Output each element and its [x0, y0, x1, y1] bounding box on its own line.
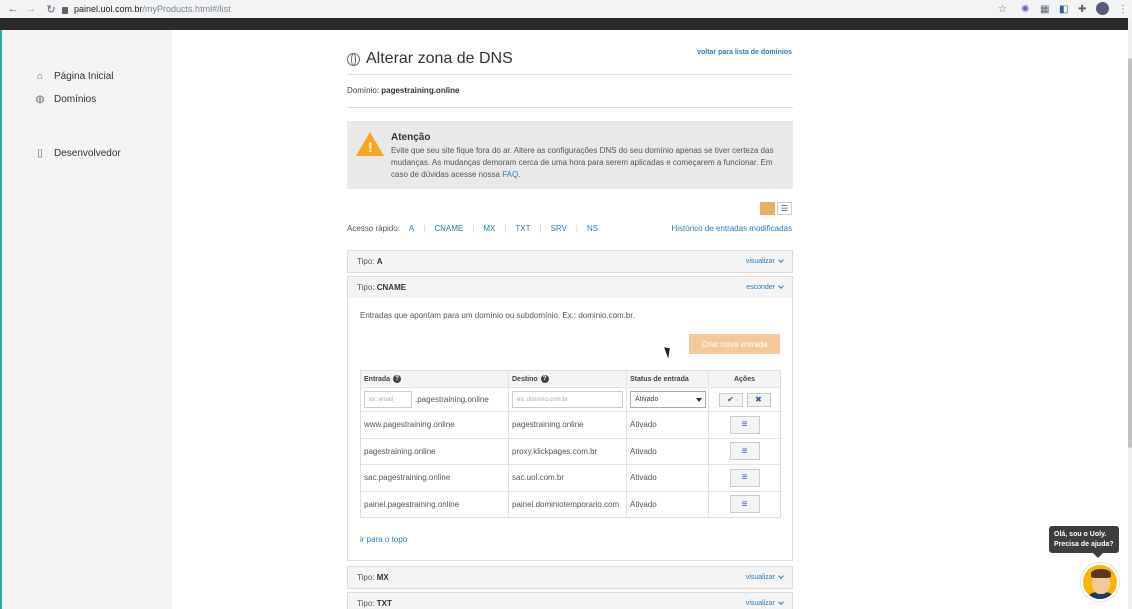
check-icon: ✔	[727, 395, 734, 404]
phone-icon: ▯	[37, 147, 43, 159]
toggle-link[interactable]	[746, 284, 783, 291]
type-label: Tipo:	[357, 257, 375, 266]
destino-cell: proxy.klickpages.com.br	[509, 439, 627, 465]
entrada-cell: painel.pagestraining.online	[361, 492, 509, 518]
globe-icon	[347, 53, 360, 66]
confirm-button[interactable]	[719, 393, 743, 407]
alert-period: .	[518, 170, 521, 179]
section-header[interactable]	[348, 277, 792, 298]
entrada-cell: sac.pagestraining.online	[361, 465, 509, 491]
site-header-bar	[0, 18, 1128, 30]
actions-cell	[709, 465, 780, 491]
section-header[interactable]	[348, 567, 792, 588]
type-label: Tipo:	[357, 283, 375, 292]
cancel-button[interactable]	[747, 393, 771, 407]
page-title	[347, 50, 513, 68]
row-menu-button[interactable]	[730, 495, 760, 513]
address-bar[interactable]	[62, 2, 231, 16]
type-name: MX	[376, 573, 389, 582]
extension-icon[interactable]: ✺	[1021, 3, 1030, 15]
column-header-status: Status de entrada	[627, 371, 709, 387]
section-title	[357, 599, 392, 608]
table-header	[361, 371, 780, 387]
section-title	[357, 257, 383, 266]
chat-avatar[interactable]	[1081, 563, 1119, 601]
domain-label: Domínio:	[347, 86, 380, 95]
separator: |	[539, 224, 542, 233]
section-header[interactable]	[348, 251, 792, 272]
sidebar-item-domains[interactable]	[34, 93, 96, 105]
cname-description: Entradas que apontam para um domínio ou subdomínio. Ex.: dominio.com.br.	[360, 311, 635, 320]
back-to-domains-link[interactable]: voltar para lista de domínios	[697, 49, 792, 56]
column-header-destino	[509, 371, 627, 387]
url-host: painel.uol.com.br	[74, 4, 143, 14]
destino-cell: pagestraining.online	[509, 412, 627, 438]
destino-input[interactable]: ex: dominio.com.br	[512, 391, 623, 408]
puzzle-icon[interactable]: ✚	[1078, 3, 1087, 15]
quick-access-bar	[347, 224, 607, 233]
chevron-down-icon	[778, 599, 784, 605]
divider	[347, 74, 793, 75]
table-row	[361, 464, 780, 491]
status-cell: Ativado	[627, 492, 709, 518]
actions-cell	[709, 388, 780, 411]
alert-title: Atenção	[391, 132, 431, 143]
exclamation-icon: !	[368, 139, 373, 155]
column-label: Destino	[512, 375, 538, 383]
menu-icon: ≡	[741, 419, 748, 431]
type-name: CNAME	[376, 283, 407, 292]
create-entry-button[interactable]: Criar nova entrada	[689, 334, 780, 354]
toggle-label: esconder	[746, 284, 775, 291]
avatar-hair	[1091, 569, 1111, 578]
sidebar-item-label: Domínios	[54, 93, 97, 105]
entrada-input[interactable]: ex: email	[364, 391, 412, 408]
section-type-a	[347, 250, 793, 273]
separator: |	[575, 224, 578, 233]
grid-view-icon[interactable]	[760, 202, 775, 215]
browser-toolbar	[0, 0, 1132, 18]
sidebar-item-developer[interactable]	[34, 147, 121, 159]
status-select[interactable]	[630, 391, 706, 408]
back-arrow-icon[interactable]: ←	[7, 3, 19, 15]
status-cell: Ativado	[627, 412, 709, 438]
forward-arrow-icon[interactable]: →	[25, 3, 37, 15]
actions-cell	[709, 412, 780, 438]
status-cell: Ativado	[627, 465, 709, 491]
section-type-txt	[347, 592, 793, 609]
entrada-cell: pagestraining.online	[361, 439, 509, 465]
profile-avatar-icon[interactable]	[1096, 2, 1109, 15]
destino-cell: painel.dominiotemporario.com	[509, 492, 627, 518]
section-title	[357, 283, 406, 292]
quick-link-mx[interactable]: MX	[483, 224, 496, 233]
more-menu-icon[interactable]: ⋮	[1118, 3, 1128, 15]
mouse-cursor-icon	[664, 346, 673, 359]
warning-alert	[347, 121, 793, 189]
toggle-label: visualizar	[745, 600, 775, 607]
back-to-top-link[interactable]: ir para o topo	[360, 535, 408, 544]
column-header-acoes: Ações	[733, 375, 755, 383]
alert-text	[391, 145, 786, 181]
chat-bubble[interactable]	[1049, 526, 1119, 553]
entrada-cell	[361, 388, 509, 411]
list-view-icon[interactable]: ☰	[777, 202, 792, 215]
divider	[347, 107, 793, 108]
quick-link-a[interactable]: A	[408, 224, 415, 233]
chat-line-2: Precisa de ajuda?	[1054, 541, 1114, 548]
page-title-text: Alterar zona de DNS	[366, 50, 513, 67]
domain-suffix: .pagestraining.online	[415, 395, 489, 404]
star-icon[interactable]: ☆	[998, 3, 1007, 15]
destino-cell	[509, 388, 627, 411]
row-menu-button[interactable]	[730, 442, 760, 460]
column-label: Entrada	[364, 375, 391, 383]
lock-icon	[62, 7, 68, 14]
faq-link[interactable]: FAQ	[502, 170, 519, 179]
type-label: Tipo:	[357, 573, 375, 582]
help-icon[interactable]: ?	[541, 375, 549, 383]
domain-value: pagestraining.online	[381, 86, 460, 95]
extension-icon[interactable]: ◧	[1059, 3, 1069, 15]
type-name: TXT	[376, 599, 392, 608]
toggle-label: visualizar	[745, 258, 775, 265]
separator: |	[423, 224, 426, 233]
section-type-mx	[347, 566, 793, 589]
toggle-link[interactable]	[746, 258, 783, 265]
close-icon: ✖	[755, 395, 762, 404]
status-cell	[627, 388, 709, 411]
toggle-label: visualizar	[745, 574, 775, 581]
status-selected: Ativado	[635, 396, 659, 403]
cname-table	[360, 370, 781, 518]
row-menu-button[interactable]	[730, 469, 760, 487]
sidebar-item-label: Desenvolvedor	[54, 147, 121, 159]
sidebar	[0, 30, 172, 609]
separator: |	[504, 224, 507, 233]
destino-cell: sac.uol.com.br	[509, 465, 627, 491]
extension-icon[interactable]: ▦	[1040, 3, 1050, 15]
section-header[interactable]	[348, 593, 792, 609]
table-row	[361, 411, 780, 438]
new-entry-row	[361, 387, 780, 411]
view-toggle	[760, 202, 792, 215]
cname-panel-body	[347, 297, 793, 561]
table-row	[361, 491, 780, 518]
menu-icon: ≡	[741, 498, 748, 510]
quick-link-srv[interactable]: SRV	[550, 224, 567, 233]
menu-icon: ≡	[741, 445, 748, 457]
url-path: /myProducts.html#/list	[142, 4, 231, 14]
status-cell: Ativado	[627, 439, 709, 465]
table-row	[361, 438, 780, 465]
chevron-down-icon	[778, 573, 784, 579]
sidebar-item-label: Página Inicial	[54, 70, 114, 82]
column-header-entrada	[361, 371, 509, 387]
type-name: A	[376, 257, 383, 266]
entrada-cell: www.pagestraining.online	[361, 412, 509, 438]
help-icon[interactable]: ?	[393, 375, 401, 383]
domain-info	[347, 86, 459, 95]
chevron-down-icon	[778, 283, 784, 289]
quick-link-ns[interactable]: NS	[586, 224, 599, 233]
toggle-link[interactable]	[746, 600, 783, 607]
chat-line-1: Olá, sou o Uoly.	[1054, 531, 1107, 538]
section-type-cname	[347, 276, 793, 298]
quick-link-txt[interactable]: TXT	[515, 224, 531, 233]
separator: |	[472, 224, 475, 233]
actions-cell	[709, 439, 780, 465]
chevron-down-icon	[778, 257, 784, 263]
scrollbar-thumb[interactable]	[1128, 58, 1132, 448]
globe-icon: ◍	[35, 93, 45, 105]
toggle-link[interactable]	[746, 574, 783, 581]
row-menu-button[interactable]	[730, 416, 760, 434]
type-label: Tipo:	[357, 599, 375, 608]
home-icon: ⌂	[36, 70, 44, 82]
reload-icon[interactable]: ↻	[46, 3, 56, 16]
section-title	[357, 573, 389, 582]
quick-access-label: Acesso rápido:	[347, 224, 400, 233]
actions-cell	[709, 492, 780, 518]
sidebar-item-home[interactable]	[34, 70, 113, 82]
menu-icon: ≡	[741, 472, 748, 484]
history-link[interactable]: Histórico de entradas modificadas	[671, 224, 792, 233]
quick-link-cname[interactable]: CNAME	[434, 224, 464, 233]
alert-body: Evite que seu site fique fora do ar. Altere as configurações DNS do seu domínio apenas se tiver certeza das mudanças. As mudanças demoram cerca de uma hora para serem aplicadas e começarem a funcionar. Em caso de dúvidas acesse nossa	[391, 146, 774, 179]
chevron-down-icon	[696, 398, 702, 402]
